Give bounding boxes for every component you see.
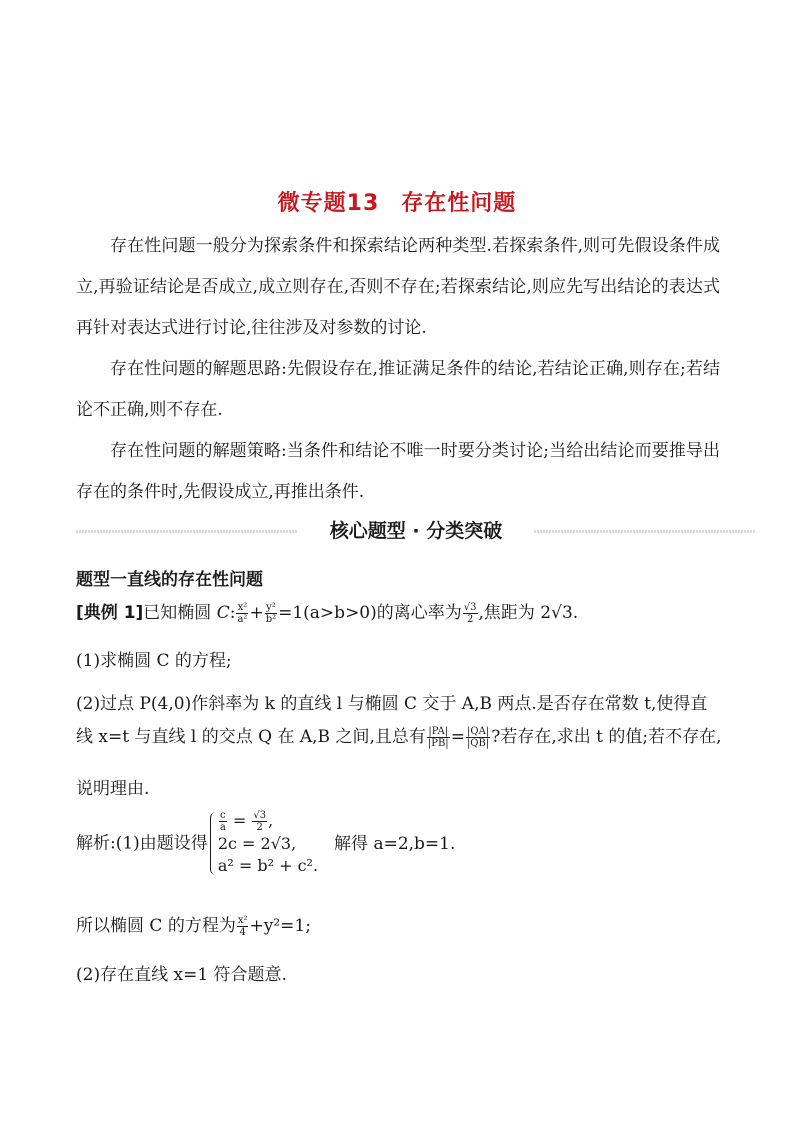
frac-numerator: x²	[237, 602, 248, 613]
system-row-2: 2c = 2√3,	[217, 834, 297, 853]
fraction-c-a	[219, 810, 227, 833]
frac-denominator: a²	[237, 614, 248, 625]
curve-name: C	[216, 603, 230, 623]
section-heading: 题型一直线的存在性问题	[76, 570, 263, 590]
divider-line-right	[534, 530, 756, 533]
fraction-sqrt3-2	[252, 810, 267, 833]
frac-denominator: |QB|	[466, 738, 490, 749]
example-text: 已知椭圆	[143, 603, 217, 623]
equals-sign: =	[227, 811, 252, 830]
frac-numerator: √3	[253, 810, 267, 821]
colon: :	[229, 603, 236, 623]
example-label: [典例 1]	[76, 603, 144, 623]
plus-sign: +	[249, 603, 264, 623]
divider-title: 核心题型 · 分类突破	[329, 520, 503, 542]
frac-numerator: |PA|	[428, 726, 449, 737]
solution-part-1	[76, 810, 736, 877]
frac-numerator: y²	[266, 602, 276, 613]
question-2-line-2	[76, 722, 736, 752]
frac-numerator: |QA|	[467, 726, 490, 737]
ratio-pa-pb	[427, 726, 450, 749]
divider-line-left	[76, 530, 298, 533]
question-text: ?若存在,求出 t 的值;若不存在,	[491, 727, 722, 747]
intro-paragraph-1: 存在性问题一般分为探索条件和探索结论两种类型.若探索条件,则可先假设条件成立,再验证结论是否成立,成立则存在,否则不存在;若探索结论,则应先写出结论的表达式再针对表达式进行讨论,往往涉及对参数的讨论.	[76, 236, 720, 338]
period: .	[572, 603, 579, 623]
question-2-line-3: 说明理由.	[76, 779, 150, 799]
equals-sign: =	[450, 727, 465, 747]
section-divider	[76, 517, 756, 545]
frac-denominator: b²	[265, 614, 277, 625]
example-statement	[76, 598, 736, 628]
title-topic: 存在性问题	[401, 191, 517, 216]
frac-numerator: √3	[463, 602, 477, 613]
system-row-1	[218, 810, 318, 833]
solution-equation	[76, 911, 736, 941]
eccentricity-fraction	[463, 602, 478, 625]
fraction-x2-a2	[236, 602, 248, 625]
example-text: ,焦距为 2	[478, 603, 552, 623]
equation-system	[210, 810, 318, 877]
question-1: (1)求椭圆 C 的方程;	[76, 651, 232, 671]
frac-numerator: x²	[237, 915, 248, 926]
solution-text: +y²=1;	[249, 916, 311, 936]
title-number: 微专题13	[277, 191, 380, 216]
solution-result: 解得 a=2,b=1.	[334, 833, 456, 854]
intro-paragraph-3: 存在性问题的解题策略:当条件和结论不唯一时要分类讨论;当给出结论而要推导出存在的条件时,先假设成立,再推出条件.	[76, 441, 720, 502]
question-text: 线 x=t 与直线 l 的交点 Q 在 A,B 之间,且总有	[76, 727, 426, 747]
frac-denominator: |PB|	[427, 738, 449, 749]
brace-icon	[210, 812, 216, 875]
comma: ,	[268, 811, 274, 830]
frac-denominator: a	[219, 822, 226, 833]
question-2-line-1: (2)过点 P(4,0)作斜率为 k 的直线 l 与椭圆 C 交于 A,B 两点.是否存在常数 t,使得直	[76, 694, 708, 714]
system-row-3: a² = b² + c².	[217, 856, 319, 875]
page-title	[0, 186, 794, 217]
frac-numerator: c	[219, 810, 226, 821]
fraction-y2-b2	[265, 602, 277, 625]
ratio-qa-qb	[466, 726, 490, 749]
solution-part-2: (2)存在直线 x=1 符合题意.	[76, 965, 287, 985]
solution-prefix: 解析:(1)由题设得	[76, 833, 208, 854]
frac-denominator: 2	[466, 614, 474, 625]
frac-denominator: 2	[256, 822, 263, 833]
fraction-x2-4	[237, 915, 249, 938]
intro-paragraph-2: 存在性问题的解题思路:先假设存在,推证满足条件的结论,若结论正确,则存在;若结论不正确,则不存在.	[76, 359, 720, 420]
equation-condition: =1(a>b>0)	[278, 603, 377, 623]
frac-denominator: 4	[239, 927, 246, 938]
sqrt-value: √3	[551, 603, 573, 623]
example-text: 的离心率为	[376, 603, 462, 623]
solution-text: 所以椭圆 C 的方程为	[76, 916, 236, 936]
